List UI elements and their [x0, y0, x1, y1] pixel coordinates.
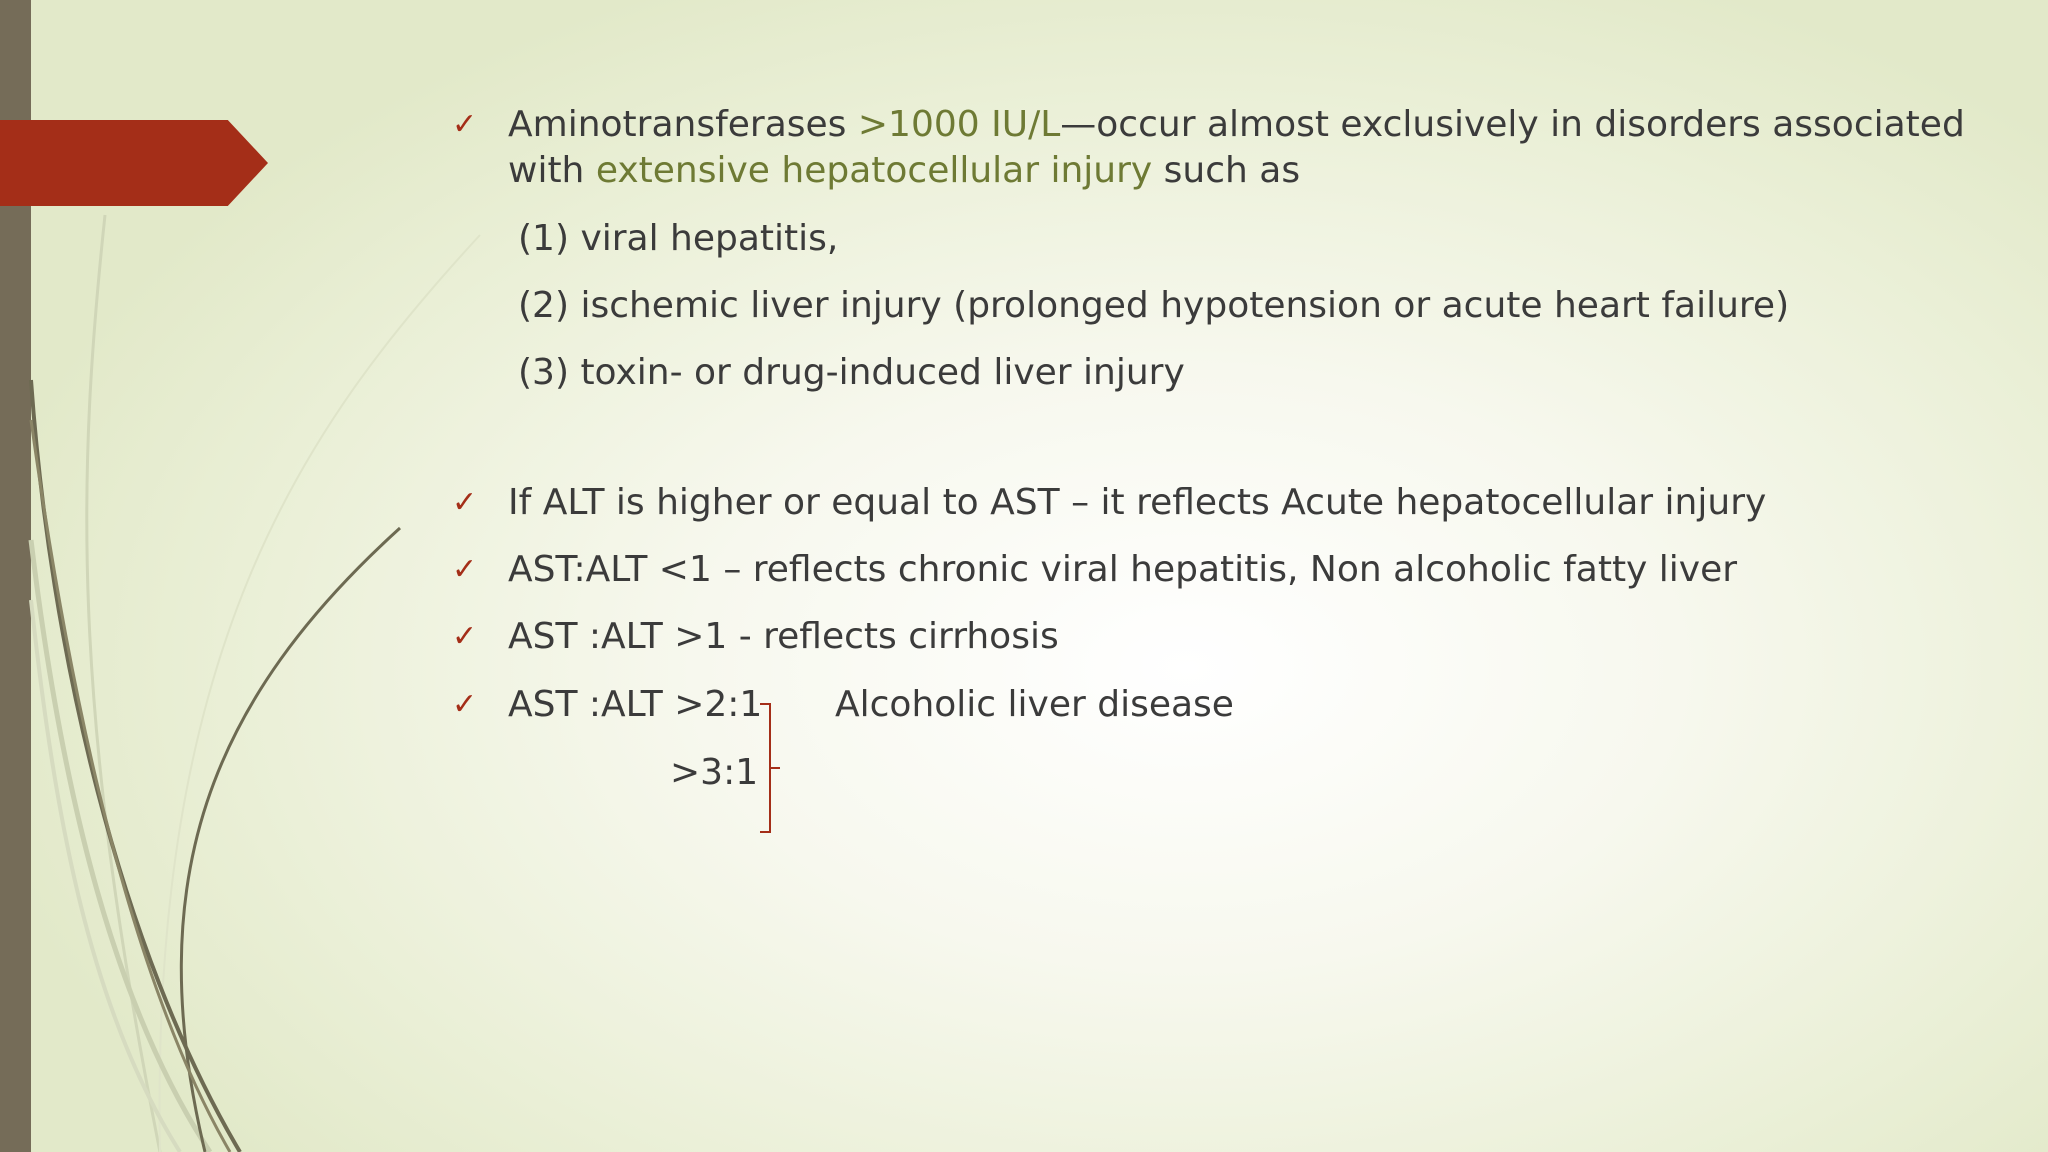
- bullet-2-text: If ALT is higher or equal to AST – it reflects Acute hepatocellular injury: [508, 482, 1767, 523]
- checkmark-icon: ✓: [452, 107, 478, 142]
- bracket-label: Alcoholic liver disease: [835, 684, 1234, 725]
- right-bracket-icon: [754, 700, 784, 840]
- checkmark-icon: ✓: [452, 619, 478, 654]
- bullet-4-text: AST :ALT >1 - reflects cirrhosis: [508, 616, 1059, 657]
- bullet-1-accent-b: extensive hepatocellular injury: [595, 150, 1153, 191]
- checkmark-icon: ✓: [452, 552, 478, 587]
- bullet-1-line-1: [508, 102, 1965, 148]
- bullet-1-text-a: Aminotransferases: [508, 104, 858, 145]
- checkmark-icon: ✓: [452, 687, 478, 722]
- checkmark-icon: ✓: [452, 485, 478, 520]
- sub-item-3: (3) toxin- or drug-induced liver injury: [518, 352, 1185, 393]
- bullet-5-second-ratio: >3:1: [670, 752, 759, 793]
- bullet-1-accent-a: >1000 IU/L: [857, 104, 1061, 145]
- sub-item-2: (2) ischemic liver injury (prolonged hypotension or acute heart failure): [518, 285, 1790, 326]
- bullet-5-text: AST :ALT >2:1: [508, 684, 763, 725]
- sub-item-1: (1) viral hepatitis,: [518, 218, 839, 259]
- bullet-1-line-2: [508, 148, 1300, 194]
- bullet-1-text-c: with: [508, 150, 596, 191]
- bullet-3-text: AST:ALT <1 – reflects chronic viral hepatitis, Non alcoholic fatty liver: [508, 549, 1738, 590]
- bullet-1-text-d: such as: [1152, 150, 1301, 191]
- bullet-1-text-b: —occur almost exclusively in disorders associated: [1060, 104, 1965, 145]
